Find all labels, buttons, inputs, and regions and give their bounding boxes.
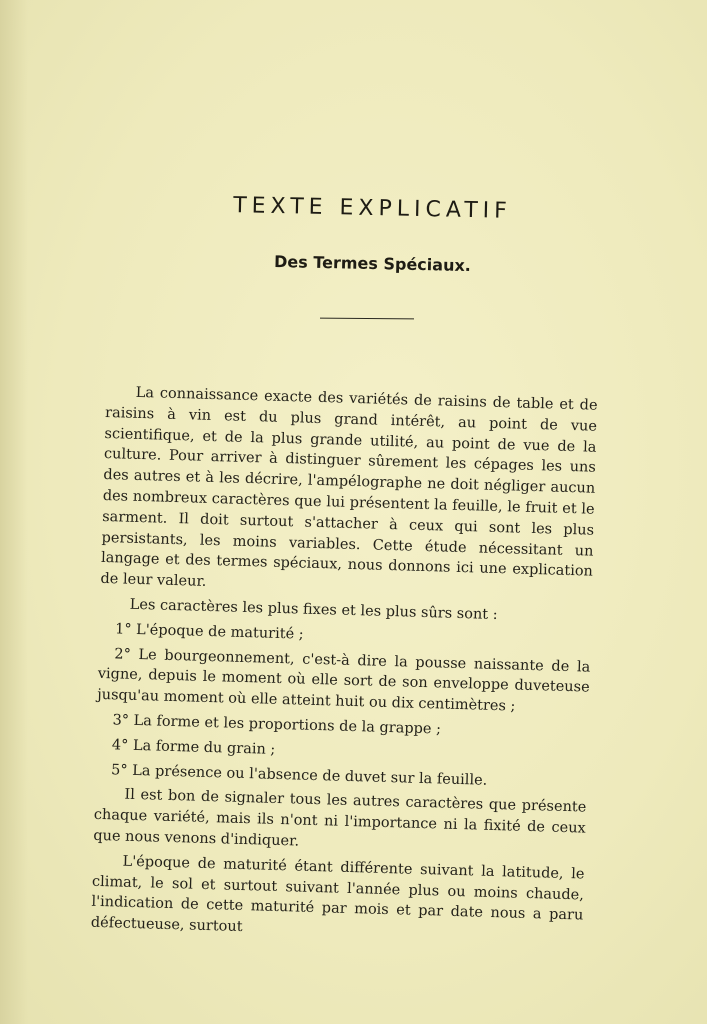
list-item: 4° La forme du grain ; [111,737,276,758]
intro-paragraph: La connaissance exacte des variétés de raisins de table et de raisins à vin est du plus grand intérêt, au point de vue scientifique, et de la plus grande utilité, au point de vue de la culture. Pour arriver à distinguer sûrement les cépages les uns des autres et à les décrire, l'ampélographe ne doit négliger aucun des nombreux caractères que lui présentent la feuille, le fruit et le sarment. Il doit surtout s'attacher à ceux qui sont les plus persistants, les moins variables. Cette étude nécessitant un langage et des termes spéciaux, nous donnons ici une explication de leur valeur. [100,384,598,591]
title-divider [320,318,414,320]
list-item: 5° La présence ou l'absence de duvet sur la feuille. [110,761,488,789]
page-gutter-shadow [0,0,28,1024]
page-subtitle: Des Termes Spéciaux. [273,251,472,276]
closing-paragraph: L'époque de maturité étant différente suivant la latitude, le climat, le sol et surtout suivant l'année plus ou moins chaude, l'indication de cette maturité par mois et par date nous a paru défectueuse, surtout [90,853,585,936]
list-intro-paragraph: Les caractères les plus fixes et les plus sûrs sont : [129,596,498,623]
list-item: 3° La forme et les proportions de la grappe ; [112,712,442,738]
list-item: 2° Le bourgeonnement, c'est-à dire la pousse naissante de la vigne, depuis le moment où elle sort de son enveloppe duveteuse jusqu'au moment où elle atteint huit ou dix centimètres ; [97,645,591,715]
closing-paragraph: Il est bon de signaler tous les autres caractères que présente chaque variété, mais ils n'ont ni l'importance ni la fixité de ceux que nous venons d'indiquer. [93,787,587,850]
list-item: 1° L'époque de maturité ; [114,621,304,643]
body-text [90,382,597,951]
page-title: TEXTE EXPLICATIF [232,193,513,224]
